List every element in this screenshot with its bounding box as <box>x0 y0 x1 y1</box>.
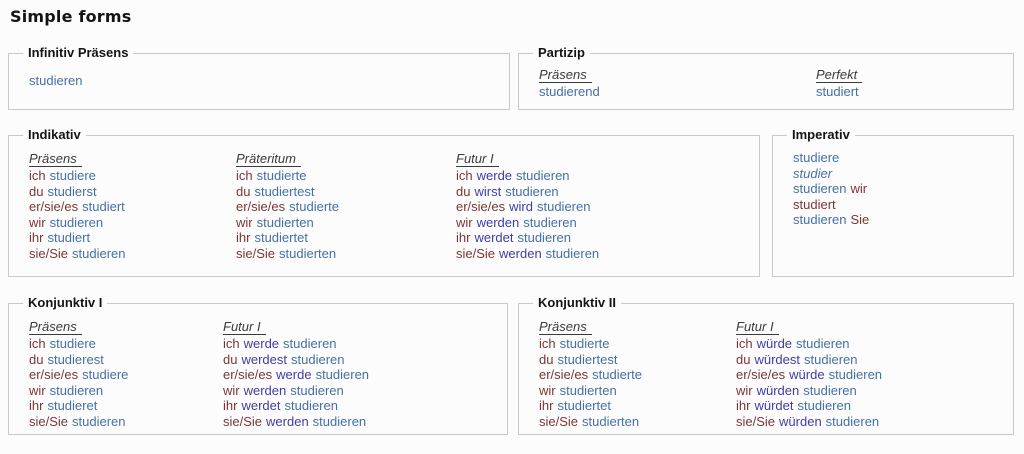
conjugation-column <box>456 151 599 261</box>
auxiliary-verb: werden <box>476 214 520 230</box>
verb-form: studieren <box>312 413 367 429</box>
conjugation-row <box>223 383 369 399</box>
konjunktiv-2-columns <box>539 304 1013 429</box>
pronoun: wir <box>736 382 753 398</box>
pronoun: du <box>736 351 751 367</box>
verb-form: studieren <box>796 336 850 351</box>
verb-form: studierend <box>539 84 600 99</box>
pronoun: sie/Sie <box>29 245 69 261</box>
verb-form: studiere <box>49 168 96 183</box>
verb-form: studieren <box>825 413 880 429</box>
verb-form: studieren <box>72 245 126 261</box>
pronoun: ich <box>29 336 46 351</box>
section-title-indikativ: Indikativ <box>23 127 86 142</box>
verb-form-alt: studier <box>793 165 833 181</box>
tense-header: Präsens <box>29 319 82 335</box>
auxiliary-verb: wirst <box>474 183 502 199</box>
verb-form: studierte <box>256 168 307 183</box>
conjugation-row <box>29 230 236 246</box>
verb-form: studiert <box>816 84 859 99</box>
verb-form: studieren <box>793 181 847 196</box>
pronoun: er/sie/es <box>29 199 79 214</box>
auxiliary-verb: wird <box>509 199 533 214</box>
conjugation-row <box>736 383 882 399</box>
verb-form: studieren <box>49 214 104 230</box>
verb-form: studiere <box>793 150 840 165</box>
conjugation-column <box>236 151 456 261</box>
verb-form: studieren <box>523 214 577 230</box>
verb-form: studiere <box>49 336 96 351</box>
conjugation-row <box>29 336 223 352</box>
conjugation-column <box>816 67 862 100</box>
conjugation-column <box>539 67 816 100</box>
verb-form: studieren <box>793 212 847 227</box>
verb-form: studieren <box>803 382 857 398</box>
verb-form: studiertest <box>254 183 315 199</box>
verb-form: studierten <box>256 214 314 230</box>
verb-form: studieren <box>284 398 338 413</box>
verb-form: studieren <box>828 367 883 382</box>
conjugation-row <box>236 168 456 184</box>
verb-form: studieren <box>517 230 571 245</box>
conjugation-row <box>29 246 236 262</box>
pronoun: wir <box>29 214 46 230</box>
verb-form: studieren <box>545 245 600 261</box>
pronoun: ich <box>736 336 753 351</box>
pronoun: ich <box>223 336 240 351</box>
auxiliary-verb: würden <box>779 413 822 429</box>
pronoun: ihr <box>29 398 44 413</box>
verb-form: studieren <box>315 367 370 382</box>
auxiliary-verb: würdet <box>754 398 794 413</box>
conjugation-row <box>736 398 882 414</box>
row-subjunctive <box>8 295 1014 435</box>
verb-form: studieren <box>283 336 337 351</box>
conjugation-page <box>0 7 1024 435</box>
pronoun: er/sie/es <box>539 367 589 382</box>
conjugation-row <box>223 414 369 430</box>
verb-form: studiertest <box>557 351 618 367</box>
auxiliary-verb: werde <box>476 168 513 183</box>
verb-form: studierst <box>47 183 97 199</box>
tense-header: Perfekt <box>816 67 862 83</box>
pronoun: ich <box>539 336 556 351</box>
auxiliary-verb: würdest <box>754 351 800 367</box>
conjugation-column <box>29 73 82 89</box>
conjugation-row <box>539 414 736 430</box>
imperativ-columns <box>793 136 1013 228</box>
conjugation-column <box>29 151 236 261</box>
pronoun: ich <box>236 168 253 183</box>
auxiliary-verb: werdet <box>241 398 281 413</box>
conjugation-row <box>539 336 736 352</box>
section-infinitiv-praesens <box>8 45 510 110</box>
pronoun: er/sie/es <box>736 367 786 382</box>
section-konjunktiv-2 <box>518 295 1014 435</box>
section-imperativ <box>772 127 1014 277</box>
conjugation-row <box>29 383 223 399</box>
conjugation-row <box>736 336 882 352</box>
auxiliary-verb: werde <box>276 367 312 382</box>
conjugation-row <box>539 383 736 399</box>
auxiliary-verb: werdet <box>474 230 514 245</box>
auxiliary-verb: werden <box>266 413 309 429</box>
conjugation-row <box>736 367 882 383</box>
conjugation-row <box>223 367 369 383</box>
pronoun: wir <box>539 382 556 398</box>
verb-form: studierten <box>279 245 337 261</box>
pronoun: er/sie/es <box>236 199 286 214</box>
conjugation-row <box>539 398 736 414</box>
conjugation-row <box>456 168 599 184</box>
section-title-infinitiv: Infinitiv Präsens <box>23 45 133 60</box>
verb-form: studieren <box>49 382 104 398</box>
conjugation-row <box>29 73 82 89</box>
conjugation-row <box>539 367 736 383</box>
verb-form: studierte <box>289 199 340 214</box>
section-title-konjunktiv-2: Konjunktiv II <box>533 295 621 310</box>
pronoun: Sie <box>850 212 870 227</box>
verb-form: studierten <box>582 413 640 429</box>
pronoun: du <box>29 183 44 199</box>
conjugation-row <box>456 246 599 262</box>
indikativ-columns <box>29 136 759 261</box>
pronoun: du <box>223 351 238 367</box>
auxiliary-verb: würde <box>756 336 793 351</box>
pronoun: sie/Sie <box>736 413 776 429</box>
auxiliary-verb: würde <box>789 367 825 382</box>
conjugation-column <box>29 319 223 429</box>
verb-form: studieren <box>804 351 858 367</box>
tense-header: Futur I <box>736 319 779 335</box>
conjugation-row <box>793 212 869 228</box>
pronoun: er/sie/es <box>223 367 273 382</box>
verb-form: studierten <box>559 382 617 398</box>
conjugation-row <box>793 150 869 166</box>
tense-header: Futur I <box>456 151 499 167</box>
conjugation-row <box>456 184 599 200</box>
pronoun: sie/Sie <box>223 413 263 429</box>
conjugation-row <box>456 230 599 246</box>
conjugation-row <box>236 184 456 200</box>
section-konjunktiv-1 <box>8 295 508 435</box>
pronoun: sie/Sie <box>29 413 69 429</box>
verb-form: studierte <box>592 367 643 382</box>
verb-form: studierte <box>559 336 610 351</box>
conjugation-column <box>736 319 882 429</box>
conjugation-row <box>236 230 456 246</box>
conjugation-row <box>29 398 223 414</box>
verb-form: studiertet <box>254 230 308 245</box>
conjugation-row <box>223 336 369 352</box>
conjugation-row <box>539 84 816 100</box>
section-partizip <box>518 45 1014 110</box>
conjugation-row <box>456 215 599 231</box>
conjugation-row <box>793 197 869 213</box>
section-title-partizip: Partizip <box>533 45 590 60</box>
conjugation-row <box>29 199 236 215</box>
conjugation-row <box>456 199 599 215</box>
pronoun: er/sie/es <box>456 199 506 214</box>
partizip-columns <box>539 54 1013 100</box>
tense-header: Präsens <box>539 319 592 335</box>
conjugation-row <box>236 215 456 231</box>
pronoun: ich <box>456 168 473 183</box>
verb-form: studieren <box>290 382 344 398</box>
pronoun: ihr <box>736 398 751 413</box>
conjugation-row <box>736 352 882 368</box>
verb-form: studiert <box>793 196 836 212</box>
pronoun: ihr <box>539 398 554 413</box>
conjugation-row <box>236 199 456 215</box>
page-title: Simple forms <box>10 7 132 26</box>
conjugation-column <box>223 319 369 429</box>
conjugation-column <box>539 319 736 429</box>
auxiliary-verb: werden <box>243 382 287 398</box>
verb-form: studieren <box>291 351 345 367</box>
conjugation-row <box>29 184 236 200</box>
conjugation-row <box>793 166 869 182</box>
pronoun: ihr <box>456 230 471 245</box>
pronoun: ihr <box>223 398 238 413</box>
conjugation-row <box>29 352 223 368</box>
verb-form: studieren <box>536 199 591 214</box>
pronoun: sie/Sie <box>236 245 276 261</box>
verb-form: studiert <box>47 230 91 245</box>
verb-form: studiertet <box>557 398 611 413</box>
conjugation-row <box>236 246 456 262</box>
section-title-imperativ: Imperativ <box>787 127 855 142</box>
auxiliary-verb: würden <box>756 382 800 398</box>
pronoun: ihr <box>29 230 44 245</box>
pronoun: du <box>29 351 44 367</box>
conjugation-row <box>539 352 736 368</box>
row-indicative-imperative <box>8 127 1014 277</box>
conjugation-column <box>793 150 869 228</box>
pronoun: ihr <box>236 230 251 245</box>
conjugation-row <box>223 398 369 414</box>
conjugation-row <box>816 84 862 100</box>
pronoun: du <box>456 183 471 199</box>
pronoun: wir <box>223 382 240 398</box>
section-title-konjunktiv-1: Konjunktiv I <box>23 295 107 310</box>
verb-form: studieren <box>505 183 559 199</box>
conjugation-row <box>29 367 223 383</box>
tense-header: Futur I <box>223 319 266 335</box>
verb-form: studieret <box>47 398 98 413</box>
tense-header: Präteritum <box>236 151 301 167</box>
auxiliary-verb: werdest <box>241 351 287 367</box>
row-infinitive-participle <box>8 45 1014 110</box>
verb-form: studieren <box>797 398 851 413</box>
auxiliary-verb: werden <box>499 245 542 261</box>
pronoun: ich <box>29 168 46 183</box>
verb-form: studiere <box>82 367 129 382</box>
conjugation-row <box>793 181 869 197</box>
konjunktiv-1-columns <box>29 304 507 429</box>
conjugation-row <box>29 168 236 184</box>
pronoun: du <box>539 351 554 367</box>
verb-form: studieren <box>72 413 126 429</box>
conjugation-row <box>29 414 223 430</box>
pronoun: wir <box>236 214 253 230</box>
pronoun: er/sie/es <box>29 367 79 382</box>
pronoun: sie/Sie <box>456 245 496 261</box>
tense-header: Präsens <box>539 67 592 83</box>
pronoun: wir <box>456 214 473 230</box>
verb-form: studiert <box>82 199 125 214</box>
verb-form: studieren <box>29 73 83 88</box>
conjugation-row <box>736 414 882 430</box>
section-indikativ <box>8 127 760 277</box>
conjugation-row <box>223 352 369 368</box>
auxiliary-verb: werde <box>243 336 280 351</box>
pronoun: sie/Sie <box>539 413 579 429</box>
verb-form: studierest <box>47 351 104 367</box>
conjugation-row <box>29 215 236 231</box>
tense-header: Präsens <box>29 151 82 167</box>
pronoun: wir <box>850 181 868 196</box>
pronoun: du <box>236 183 251 199</box>
verb-form: studieren <box>516 168 570 183</box>
pronoun: wir <box>29 382 46 398</box>
